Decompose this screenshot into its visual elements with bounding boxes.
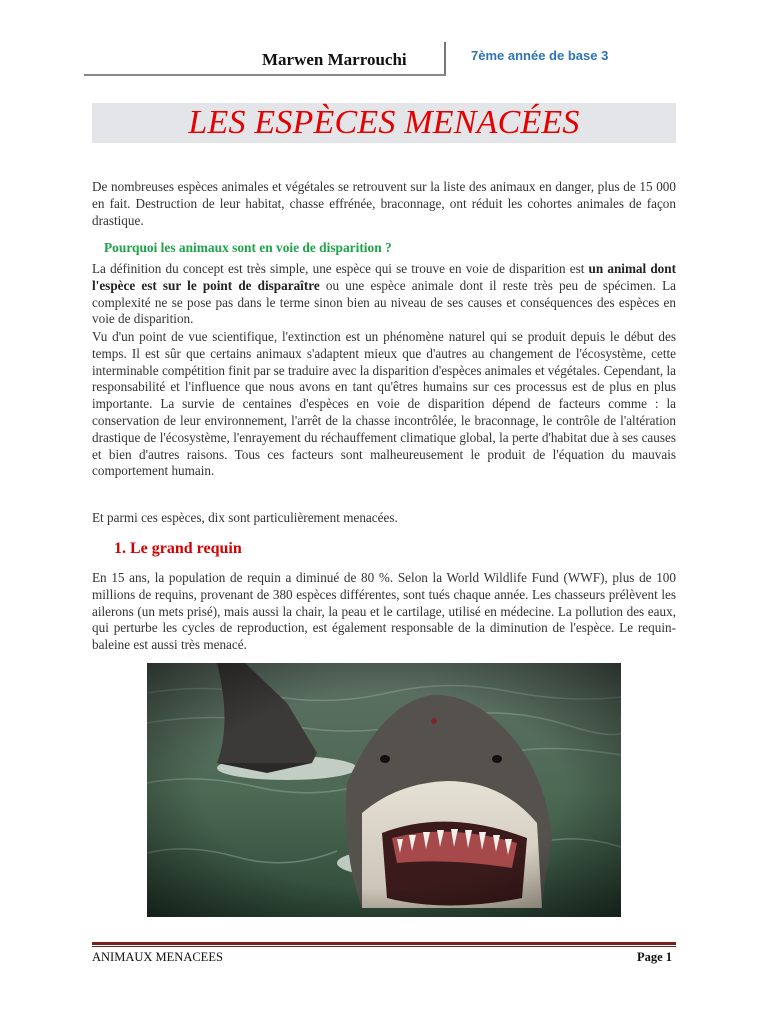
- definition-text-end: ou une espèce animale dont il reste très peu de spécimen. La complexité ne se pose pas dans le terme sinon bien au niveau de ses causes et conséquences des espèces en voie de disparition.: [92, 277, 677, 327]
- header-rule: [84, 74, 446, 76]
- header-separator: [444, 42, 446, 76]
- definition-bold: un animal dont l'espèce est sur le point de disparaître: [92, 261, 676, 293]
- class-label: 7ème année de base 3: [471, 48, 609, 63]
- footer-rule-thin: [92, 946, 676, 947]
- scientific-paragraph: Vu d'un point de vue scientifique, l'extinction est un phénomène naturel qui se produit depuis le début des temps. Il est sûr que certains animaux s'adaptent mieux que d'autres au changement de l'écosystème, cette interminable compétition finit par se traduire avec la disparition d'espèces animales et végétales. Cependant, la responsabilité et l'influence que nous avons en tant qu'êtres humains sur ces processus est de plus en plus importante. La survie de centaines d'espèces en voie de disparition dépend de facteurs comme : la conservation de leur environnement, l'arrêt de la chasse incontrôlée, le braconnage, le contrôle de l'altération drastique de l'écosystème, l'enrayement du réchauffement climatique global, la perte d'habitat due à ses causes et bien d'autres raisons. Tous ces facteurs sont malheureusement le produit de l'équation du mauvais comportement humain.: [92, 329, 676, 479]
- page-title: LES ESPÈCES MENACÉES: [188, 104, 580, 141]
- shark-paragraph: En 15 ans, la population de requin a diminué de 80 %. Selon la World Wildlife Fund (WWF), plus de 100 millions de requins, provenant de 380 espèces différentes, sont tués chaque année. Les chasseurs prélèvent les ailerons (un mets prisé), mais aussi la chair, la peau et le cartilage, utilisé en médecine. La pollution des eaux, qui perturbe les cycles de reproduction, est également responsable de la diminution de l'espèce. Le requin-baleine est aussi très menacé.: [92, 570, 676, 653]
- definition-paragraph: [92, 261, 676, 328]
- section-heading-shark: 1. Le grand requin: [114, 540, 242, 557]
- shark-photo: [147, 663, 621, 917]
- page-number: Page 1: [637, 950, 673, 964]
- transition-paragraph: Et parmi ces espèces, dix sont particulièrement menacées.: [92, 510, 398, 525]
- footer-title: ANIMAUX MENACEES: [92, 950, 223, 964]
- author-name: Marwen Marrouchi: [262, 50, 407, 69]
- footer-rule: [92, 942, 676, 945]
- question-heading: Pourquoi les animaux sont en voie de disparition ?: [104, 240, 392, 255]
- intro-paragraph: De nombreuses espèces animales et végétales se retrouvent sur la liste des animaux en danger, plus de 15 000 en fait. Destruction de leur habitat, chasse effrénée, braconnage, ont réduit les cohortes animales de façon drastique.: [92, 179, 676, 228]
- definition-text-start: La définition du concept est très simple, une espèce qui se trouve en voie de disparition est: [92, 261, 589, 276]
